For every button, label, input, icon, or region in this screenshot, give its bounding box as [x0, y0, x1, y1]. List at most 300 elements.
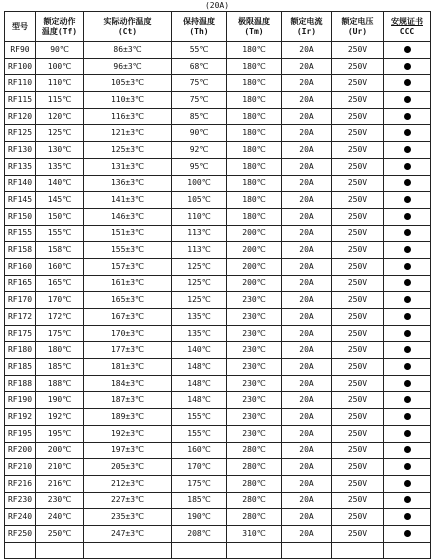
- cell-rated-current: 20A: [282, 58, 332, 75]
- table-row: [5, 142, 431, 159]
- cell-cert: [384, 392, 431, 409]
- table-row: [5, 392, 431, 409]
- ccc-dot-icon: [404, 430, 411, 437]
- table-row: [5, 192, 431, 209]
- ccc-dot-icon: [404, 46, 411, 53]
- cell-rated-voltage: 250V: [332, 142, 384, 159]
- cell-limit-temp: 180℃: [227, 208, 282, 225]
- cell-limit-temp: 180℃: [227, 175, 282, 192]
- cell-model: RF130: [5, 142, 36, 159]
- cell-limit-temp: 230℃: [227, 392, 282, 409]
- table-row: [5, 158, 431, 175]
- cell-cert: [384, 242, 431, 259]
- header-cert: 安规证书 CCC: [384, 12, 431, 42]
- cell-rated-voltage: 250V: [332, 92, 384, 109]
- cell-cert: [384, 442, 431, 459]
- cell-rated-temp: 192℃: [36, 409, 84, 426]
- table-row: [5, 108, 431, 125]
- cell-hold-temp: 155℃: [172, 425, 227, 442]
- table-row: [5, 359, 431, 376]
- cell-rated-current: 20A: [282, 492, 332, 509]
- cell-limit-temp: 180℃: [227, 75, 282, 92]
- cell-rated-voltage: 250V: [332, 425, 384, 442]
- cell-cert: [384, 192, 431, 209]
- header-rated-voltage: 额定电压 (Ur): [332, 12, 384, 42]
- cell-rated-temp: 210℃: [36, 459, 84, 476]
- cell-cert: [384, 75, 431, 92]
- table-row: [5, 409, 431, 426]
- cell-rated-voltage: 250V: [332, 359, 384, 376]
- cell-rated-temp: 150℃: [36, 208, 84, 225]
- cell-hold-temp: 75℃: [172, 92, 227, 109]
- cell-rated-temp: 120℃: [36, 108, 84, 125]
- cell-actual-temp: 227±3℃: [84, 492, 172, 509]
- cell-rated-temp: 130℃: [36, 142, 84, 159]
- cell-rated-voltage: 250V: [332, 225, 384, 242]
- cell-model: RF155: [5, 225, 36, 242]
- empty-cell: [227, 542, 282, 559]
- cell-rated-current: 20A: [282, 192, 332, 209]
- cell-rated-current: 20A: [282, 342, 332, 359]
- cell-hold-temp: 125℃: [172, 292, 227, 309]
- cell-rated-temp: 125℃: [36, 125, 84, 142]
- cell-rated-temp: 195℃: [36, 425, 84, 442]
- table-row: [5, 459, 431, 476]
- cell-limit-temp: 180℃: [227, 125, 282, 142]
- cell-model: RF216: [5, 475, 36, 492]
- ccc-dot-icon: [404, 129, 411, 136]
- cell-actual-temp: 235±3℃: [84, 509, 172, 526]
- table-row: [5, 175, 431, 192]
- cell-cert: [384, 58, 431, 75]
- cell-rated-voltage: 250V: [332, 175, 384, 192]
- table-row: [5, 225, 431, 242]
- cell-rated-current: 20A: [282, 309, 332, 326]
- cell-cert: [384, 292, 431, 309]
- ccc-dot-icon: [404, 446, 411, 453]
- ccc-dot-icon: [404, 263, 411, 270]
- cell-actual-temp: 116±3℃: [84, 108, 172, 125]
- cell-rated-voltage: 250V: [332, 292, 384, 309]
- ccc-dot-icon: [404, 229, 411, 236]
- ccc-dot-icon: [404, 196, 411, 203]
- cell-rated-voltage: 250V: [332, 525, 384, 542]
- cell-rated-voltage: 250V: [332, 158, 384, 175]
- cell-hold-temp: 148℃: [172, 392, 227, 409]
- cell-actual-temp: 131±3℃: [84, 158, 172, 175]
- cell-rated-voltage: 250V: [332, 58, 384, 75]
- cell-cert: [384, 492, 431, 509]
- cell-actual-temp: 86±3℃: [84, 42, 172, 59]
- cell-limit-temp: 180℃: [227, 192, 282, 209]
- cell-model: RF110: [5, 75, 36, 92]
- cell-rated-voltage: 250V: [332, 258, 384, 275]
- cell-rated-voltage: 250V: [332, 309, 384, 326]
- cell-cert: [384, 509, 431, 526]
- cell-hold-temp: 100℃: [172, 175, 227, 192]
- cell-cert: [384, 459, 431, 476]
- table-caption: (20A): [204, 1, 230, 10]
- table-row: [5, 275, 431, 292]
- ccc-dot-icon: [404, 246, 411, 253]
- cell-rated-temp: 185℃: [36, 359, 84, 376]
- header-rated-temp: 额定动作 温度(Tf): [36, 12, 84, 42]
- cell-limit-temp: 230℃: [227, 309, 282, 326]
- table-row: [5, 375, 431, 392]
- cell-rated-temp: 165℃: [36, 275, 84, 292]
- table-body: [5, 42, 431, 559]
- table-row: [5, 509, 431, 526]
- cell-rated-current: 20A: [282, 392, 332, 409]
- cell-hold-temp: 148℃: [172, 375, 227, 392]
- cell-rated-temp: 140℃: [36, 175, 84, 192]
- cell-actual-temp: 197±3℃: [84, 442, 172, 459]
- cell-rated-current: 20A: [282, 42, 332, 59]
- cell-rated-current: 20A: [282, 92, 332, 109]
- ccc-dot-icon: [404, 346, 411, 353]
- cell-model: RF192: [5, 409, 36, 426]
- cell-rated-temp: 160℃: [36, 258, 84, 275]
- cell-model: RF195: [5, 425, 36, 442]
- header-limit-temp: 极限温度 (Tm): [227, 12, 282, 42]
- cell-rated-current: 20A: [282, 108, 332, 125]
- table-row: [5, 475, 431, 492]
- ccc-dot-icon: [404, 380, 411, 387]
- cell-actual-temp: 161±3℃: [84, 275, 172, 292]
- cell-model: RF125: [5, 125, 36, 142]
- cell-limit-temp: 230℃: [227, 375, 282, 392]
- cell-rated-voltage: 250V: [332, 42, 384, 59]
- empty-cell: [84, 542, 172, 559]
- cell-model: RF175: [5, 325, 36, 342]
- cell-rated-temp: 200℃: [36, 442, 84, 459]
- table-row: [5, 208, 431, 225]
- cell-cert: [384, 108, 431, 125]
- ccc-dot-icon: [404, 279, 411, 286]
- cell-hold-temp: 68℃: [172, 58, 227, 75]
- cell-rated-temp: 250℃: [36, 525, 84, 542]
- cell-limit-temp: 230℃: [227, 342, 282, 359]
- cell-rated-current: 20A: [282, 158, 332, 175]
- header-actual-temp: 实际动作温度 (Ct): [84, 12, 172, 42]
- cell-model: RF170: [5, 292, 36, 309]
- table-row: [5, 242, 431, 259]
- empty-cell: [332, 542, 384, 559]
- cell-limit-temp: 280℃: [227, 492, 282, 509]
- cell-hold-temp: 140℃: [172, 342, 227, 359]
- cell-actual-temp: 187±3℃: [84, 392, 172, 409]
- cell-actual-temp: 136±3℃: [84, 175, 172, 192]
- cell-rated-temp: 230℃: [36, 492, 84, 509]
- cell-rated-current: 20A: [282, 442, 332, 459]
- cell-model: RF158: [5, 242, 36, 259]
- cell-rated-temp: 145℃: [36, 192, 84, 209]
- ccc-dot-icon: [404, 396, 411, 403]
- ccc-dot-icon: [404, 330, 411, 337]
- cell-model: RF180: [5, 342, 36, 359]
- cell-cert: [384, 175, 431, 192]
- cell-rated-voltage: 250V: [332, 475, 384, 492]
- cell-actual-temp: 205±3℃: [84, 459, 172, 476]
- cell-model: RF90: [5, 42, 36, 59]
- cell-rated-current: 20A: [282, 409, 332, 426]
- cell-rated-current: 20A: [282, 142, 332, 159]
- cell-hold-temp: 90℃: [172, 125, 227, 142]
- cell-limit-temp: 180℃: [227, 142, 282, 159]
- cell-actual-temp: 177±3℃: [84, 342, 172, 359]
- cell-cert: [384, 275, 431, 292]
- cell-limit-temp: 230℃: [227, 359, 282, 376]
- cell-cert: [384, 42, 431, 59]
- cell-rated-current: 20A: [282, 525, 332, 542]
- ccc-dot-icon: [404, 179, 411, 186]
- empty-cell: [282, 542, 332, 559]
- cell-hold-temp: 160℃: [172, 442, 227, 459]
- cell-model: RF115: [5, 92, 36, 109]
- cell-rated-current: 20A: [282, 175, 332, 192]
- cell-actual-temp: 105±3℃: [84, 75, 172, 92]
- table-row: [5, 525, 431, 542]
- cell-rated-voltage: 250V: [332, 208, 384, 225]
- table-row: [5, 125, 431, 142]
- table-row: [5, 42, 431, 59]
- table-row: [5, 325, 431, 342]
- cell-rated-current: 20A: [282, 325, 332, 342]
- ccc-dot-icon: [404, 313, 411, 320]
- cell-cert: [384, 208, 431, 225]
- cell-cert: [384, 375, 431, 392]
- cell-cert: [384, 425, 431, 442]
- table-row: [5, 442, 431, 459]
- cell-rated-temp: 100℃: [36, 58, 84, 75]
- cell-limit-temp: 200℃: [227, 258, 282, 275]
- cell-rated-voltage: 250V: [332, 492, 384, 509]
- cell-hold-temp: 95℃: [172, 158, 227, 175]
- cell-rated-current: 20A: [282, 242, 332, 259]
- cell-rated-temp: 180℃: [36, 342, 84, 359]
- cell-rated-temp: 216℃: [36, 475, 84, 492]
- cell-rated-voltage: 250V: [332, 409, 384, 426]
- cell-hold-temp: 175℃: [172, 475, 227, 492]
- cell-rated-current: 20A: [282, 509, 332, 526]
- cell-hold-temp: 208℃: [172, 525, 227, 542]
- cell-rated-temp: 188℃: [36, 375, 84, 392]
- cell-hold-temp: 148℃: [172, 359, 227, 376]
- cell-rated-temp: 135℃: [36, 158, 84, 175]
- ccc-dot-icon: [404, 79, 411, 86]
- ccc-dot-icon: [404, 146, 411, 153]
- cell-rated-temp: 155℃: [36, 225, 84, 242]
- cell-rated-current: 20A: [282, 125, 332, 142]
- cell-cert: [384, 125, 431, 142]
- cell-cert: [384, 342, 431, 359]
- cell-limit-temp: 280℃: [227, 459, 282, 476]
- cell-rated-current: 20A: [282, 258, 332, 275]
- table-header: [5, 12, 431, 42]
- cell-cert: [384, 359, 431, 376]
- cell-rated-voltage: 250V: [332, 392, 384, 409]
- cell-rated-current: 20A: [282, 459, 332, 476]
- cell-cert: [384, 158, 431, 175]
- ccc-dot-icon: [404, 213, 411, 220]
- cell-rated-voltage: 250V: [332, 342, 384, 359]
- cell-limit-temp: 280℃: [227, 475, 282, 492]
- cell-rated-voltage: 250V: [332, 242, 384, 259]
- ccc-dot-icon: [404, 163, 411, 170]
- cell-rated-current: 20A: [282, 292, 332, 309]
- cell-hold-temp: 135℃: [172, 309, 227, 326]
- cell-model: RF210: [5, 459, 36, 476]
- cell-rated-temp: 240℃: [36, 509, 84, 526]
- cell-actual-temp: 189±3℃: [84, 409, 172, 426]
- cell-limit-temp: 230℃: [227, 409, 282, 426]
- header-model: 型号: [5, 12, 36, 42]
- cell-cert: [384, 258, 431, 275]
- cell-actual-temp: 155±3℃: [84, 242, 172, 259]
- cell-rated-temp: 190℃: [36, 392, 84, 409]
- cell-actual-temp: 165±3℃: [84, 292, 172, 309]
- cell-model: RF188: [5, 375, 36, 392]
- cell-cert: [384, 92, 431, 109]
- cell-hold-temp: 125℃: [172, 258, 227, 275]
- cell-rated-voltage: 250V: [332, 108, 384, 125]
- cell-limit-temp: 180℃: [227, 158, 282, 175]
- cell-actual-temp: 157±3℃: [84, 258, 172, 275]
- cell-rated-temp: 90℃: [36, 42, 84, 59]
- cell-model: RF140: [5, 175, 36, 192]
- cell-model: RF200: [5, 442, 36, 459]
- empty-cell: [172, 542, 227, 559]
- cell-model: RF172: [5, 309, 36, 326]
- cell-rated-current: 20A: [282, 75, 332, 92]
- cell-rated-temp: 172℃: [36, 309, 84, 326]
- cell-model: RF250: [5, 525, 36, 542]
- cell-actual-temp: 212±3℃: [84, 475, 172, 492]
- cell-hold-temp: 55℃: [172, 42, 227, 59]
- cell-rated-voltage: 250V: [332, 375, 384, 392]
- cell-model: RF185: [5, 359, 36, 376]
- cell-hold-temp: 190℃: [172, 509, 227, 526]
- cell-cert: [384, 142, 431, 159]
- cell-model: RF165: [5, 275, 36, 292]
- cell-limit-temp: 230℃: [227, 425, 282, 442]
- cell-rated-current: 20A: [282, 225, 332, 242]
- cell-limit-temp: 280℃: [227, 509, 282, 526]
- cell-hold-temp: 113℃: [172, 225, 227, 242]
- cell-rated-current: 20A: [282, 375, 332, 392]
- cell-hold-temp: 75℃: [172, 75, 227, 92]
- ccc-dot-icon: [404, 480, 411, 487]
- cell-model: RF100: [5, 58, 36, 75]
- cell-actual-temp: 192±3℃: [84, 425, 172, 442]
- table-row: [5, 92, 431, 109]
- cell-limit-temp: 200℃: [227, 275, 282, 292]
- cell-model: RF160: [5, 258, 36, 275]
- cell-hold-temp: 125℃: [172, 275, 227, 292]
- cell-actual-temp: 121±3℃: [84, 125, 172, 142]
- cell-actual-temp: 170±3℃: [84, 325, 172, 342]
- table-row: [5, 258, 431, 275]
- cell-limit-temp: 280℃: [227, 442, 282, 459]
- ccc-dot-icon: [404, 513, 411, 520]
- cell-actual-temp: 146±3℃: [84, 208, 172, 225]
- table-row: [5, 425, 431, 442]
- cell-hold-temp: 113℃: [172, 242, 227, 259]
- cell-rated-current: 20A: [282, 425, 332, 442]
- cell-cert: [384, 309, 431, 326]
- cell-cert: [384, 225, 431, 242]
- cell-cert: [384, 409, 431, 426]
- cell-actual-temp: 141±3℃: [84, 192, 172, 209]
- cell-model: RF135: [5, 158, 36, 175]
- cell-limit-temp: 180℃: [227, 42, 282, 59]
- empty-cell: [36, 542, 84, 559]
- cell-model: RF120: [5, 108, 36, 125]
- ccc-dot-icon: [404, 296, 411, 303]
- cell-actual-temp: 167±3℃: [84, 309, 172, 326]
- cell-cert: [384, 325, 431, 342]
- cell-rated-voltage: 250V: [332, 442, 384, 459]
- cell-rated-voltage: 250V: [332, 75, 384, 92]
- ccc-dot-icon: [404, 113, 411, 120]
- cell-limit-temp: 230℃: [227, 325, 282, 342]
- spec-table: [4, 11, 431, 559]
- header-hold-temp: 保持温度 (Th): [172, 12, 227, 42]
- ccc-dot-icon: [404, 63, 411, 70]
- cell-limit-temp: 200℃: [227, 225, 282, 242]
- cell-limit-temp: 180℃: [227, 92, 282, 109]
- ccc-dot-icon: [404, 463, 411, 470]
- cell-actual-temp: 181±3℃: [84, 359, 172, 376]
- cell-actual-temp: 96±3℃: [84, 58, 172, 75]
- cell-rated-temp: 170℃: [36, 292, 84, 309]
- table-row: [5, 492, 431, 509]
- cell-rated-voltage: 250V: [332, 459, 384, 476]
- cell-hold-temp: 185℃: [172, 492, 227, 509]
- cell-rated-temp: 115℃: [36, 92, 84, 109]
- cell-limit-temp: 310℃: [227, 525, 282, 542]
- cell-rated-temp: 158℃: [36, 242, 84, 259]
- cell-actual-temp: 247±3℃: [84, 525, 172, 542]
- cell-rated-voltage: 250V: [332, 275, 384, 292]
- table-row: [5, 58, 431, 75]
- table-row: [5, 292, 431, 309]
- cell-rated-temp: 110℃: [36, 75, 84, 92]
- cell-hold-temp: 85℃: [172, 108, 227, 125]
- cell-model: RF190: [5, 392, 36, 409]
- cell-hold-temp: 92℃: [172, 142, 227, 159]
- cell-rated-current: 20A: [282, 359, 332, 376]
- cell-cert: [384, 475, 431, 492]
- cell-rated-current: 20A: [282, 475, 332, 492]
- cell-limit-temp: 230℃: [227, 292, 282, 309]
- cell-hold-temp: 135℃: [172, 325, 227, 342]
- cell-actual-temp: 151±3℃: [84, 225, 172, 242]
- cell-hold-temp: 110℃: [172, 208, 227, 225]
- cell-hold-temp: 170℃: [172, 459, 227, 476]
- cell-rated-voltage: 250V: [332, 509, 384, 526]
- empty-cell: [384, 542, 431, 559]
- cell-rated-voltage: 250V: [332, 192, 384, 209]
- cell-hold-temp: 105℃: [172, 192, 227, 209]
- ccc-dot-icon: [404, 413, 411, 420]
- table-row: [5, 342, 431, 359]
- table-row-empty: [5, 542, 431, 559]
- header-rated-current: 额定电流 (Ir): [282, 12, 332, 42]
- cell-actual-temp: 184±3℃: [84, 375, 172, 392]
- cell-rated-current: 20A: [282, 275, 332, 292]
- cell-cert: [384, 525, 431, 542]
